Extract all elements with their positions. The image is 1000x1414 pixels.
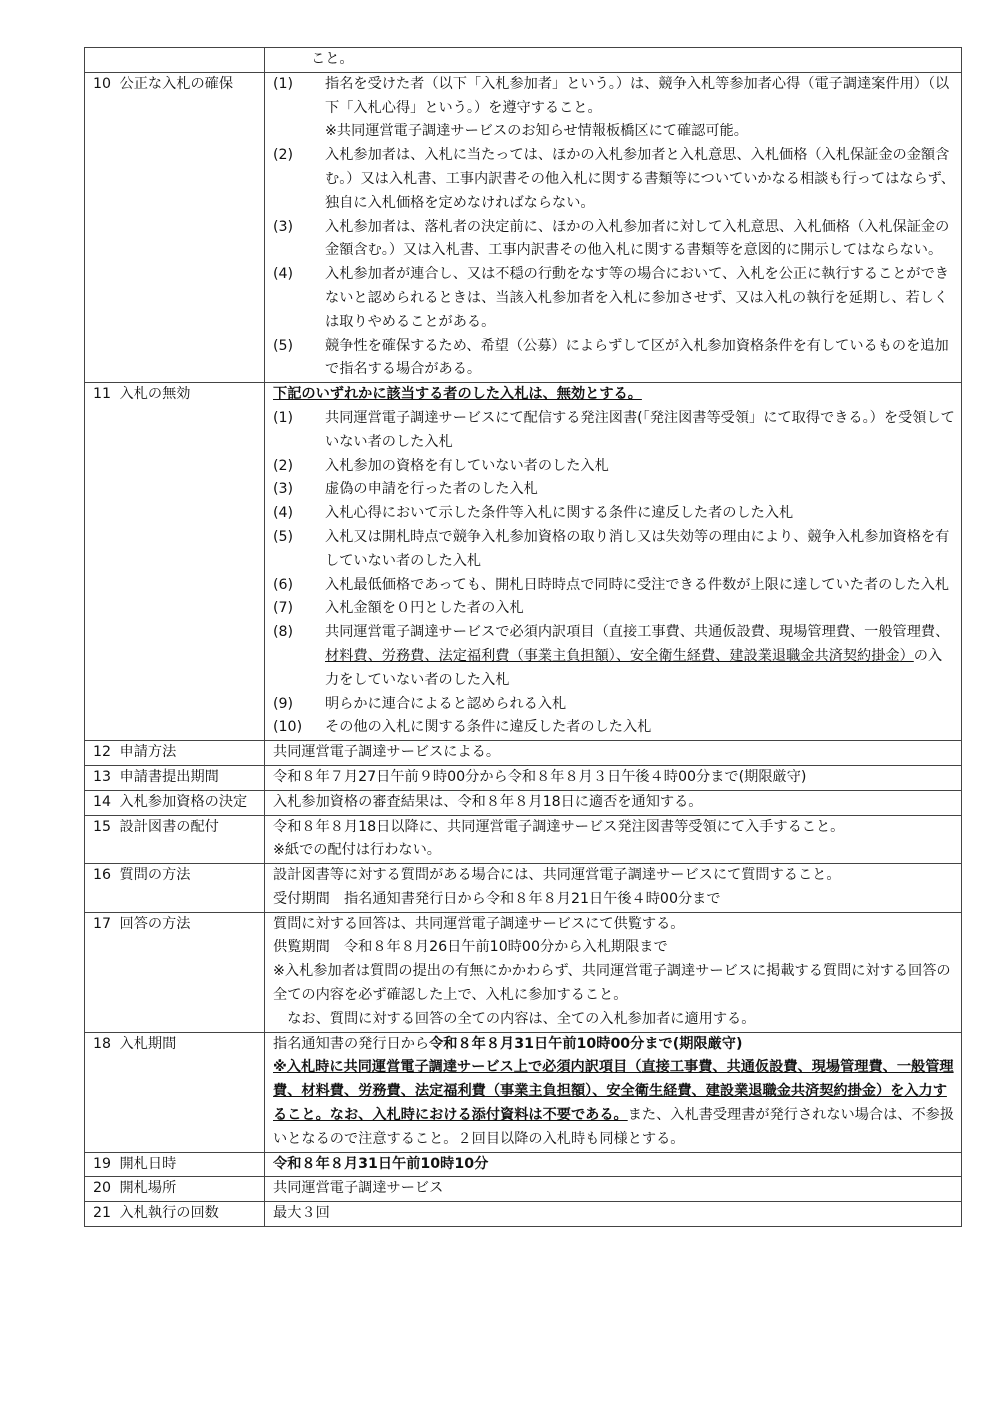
item-text: 入札心得において示した条件等入札に関する条件に違反した者のした入札 — [325, 505, 794, 522]
table-row — [85, 1177, 962, 1202]
item-mark: (2) — [273, 457, 294, 474]
row-content — [265, 815, 962, 864]
item-text: 入札参加者が連合し、又は不穏の行動をなす等の場合において、入札を公正に執行することができないと認められるときは、当該入札参加者を入札に参加させず、又は入札の執行を延期し、若しくは取りやめることがある。 — [325, 266, 949, 330]
table-row — [85, 1202, 962, 1227]
row-number: 13 — [93, 768, 112, 785]
table-row — [85, 864, 962, 913]
deadline-text: 令和８年８月31日午前10時00分まで(期限厳守) — [429, 1035, 743, 1052]
row-number: 15 — [93, 818, 112, 835]
row-title: 入札執行の回数 — [119, 1205, 219, 1222]
row-title: 開札場所 — [119, 1180, 177, 1197]
table-row — [85, 383, 962, 741]
list-item — [273, 526, 955, 574]
row-label — [85, 765, 265, 790]
item-text: 入札参加者は、入札に当たっては、ほかの入札参加者と入札意思、入札価格（入札保証金の金額含む。）又は入札書、工事内訳書その他入札に関する書類等についていかなる相談も行ってはならず、独自に入札価格を定めなければならない。 — [325, 147, 955, 211]
table-row — [85, 1032, 962, 1152]
row-line — [273, 1033, 955, 1057]
row-content — [265, 1032, 962, 1152]
row-line: ※紙での配付は行わない。 — [273, 842, 441, 859]
row-number: 12 — [93, 744, 112, 761]
list-item — [273, 621, 955, 692]
row-title: 公正な入札の確保 — [119, 75, 234, 92]
row-title: 入札期間 — [119, 1035, 177, 1052]
item-mark: (3) — [273, 481, 294, 498]
row-title: 申請方法 — [119, 744, 177, 761]
opening-datetime: 令和８年８月31日午前10時10分 — [273, 1155, 489, 1172]
row-label — [85, 1152, 265, 1177]
row-content — [265, 48, 962, 73]
item-mark: (5) — [273, 528, 294, 545]
list-item — [273, 335, 955, 383]
item-text: その他の入札に関する条件に違反した者のした入札 — [325, 719, 652, 736]
row-line: 供覧期間 令和８年８月26日午前10時00分から入札期限まで — [273, 939, 668, 956]
item-text: 入札又は開札時点で競争入札参加資格の取り消し又は失効等の理由により、競争入札参加資格を有していない者のした入札 — [325, 528, 950, 569]
section-heading: 下記のいずれかに該当する者のした入札は、無効とする。 — [273, 386, 642, 403]
row-line: 質問に対する回答は、共同運営電子調達サービスにて供覧する。 — [273, 915, 685, 932]
row-line: 入札参加資格の審査結果は、令和８年８月18日に適否を通知する。 — [273, 793, 703, 810]
row-content — [265, 1202, 962, 1227]
item-mark: (4) — [273, 505, 294, 522]
table-row — [85, 815, 962, 864]
row-number: 18 — [93, 1035, 112, 1052]
row-line: ※入札参加者は質問の提出の有無にかかわらず、共同運営電子調達サービスに掲載する質問に対する回答の全ての内容を必ず確認した上で、入札に参加すること。 — [273, 963, 951, 1004]
row-number: 21 — [93, 1205, 112, 1222]
item-mark: (4) — [273, 266, 294, 283]
item-text: 競争性を確保するため、希望（公募）によらずして区が入札参加資格条件を有しているものを追加で指名する場合がある。 — [325, 337, 949, 378]
row-label — [85, 72, 265, 382]
list-item — [273, 455, 955, 479]
list-item — [273, 478, 955, 502]
row-line: 最大３回 — [273, 1205, 330, 1222]
item-text-underlined: 材料費、労務費、法定福利費（事業主負担額）、安全衛生経費、建設業退職金共済契約掛金） — [325, 647, 914, 664]
item-note: ※共同運営電子調達サービスのお知らせ情報板橋区にて確認可能。 — [325, 123, 748, 140]
list-item — [273, 597, 955, 621]
table-row — [85, 72, 962, 382]
row-line: 共同運営電子調達サービス — [273, 1180, 444, 1197]
item-text: 共同運営電子調達サービスにて配信する発注図書(「発注図書等受領」にて取得できる。）を受領していない者のした入札 — [325, 409, 955, 450]
item-mark: (5) — [273, 337, 294, 354]
item-mark: (8) — [273, 624, 294, 641]
table-row — [85, 741, 962, 766]
list-item — [273, 716, 955, 740]
row-line: 令和８年７月27日午前９時00分から令和８年８月３日午後４時00分まで(期限厳守) — [273, 768, 807, 785]
list-item — [273, 263, 955, 334]
row-line — [273, 1056, 955, 1151]
row-content — [265, 864, 962, 913]
table-row — [85, 790, 962, 815]
row-text: また、入札書受理書が発行されない場合は、不参扱いとなるので注意すること。２回目以降の入札時も同様とする。 — [273, 1107, 955, 1147]
item-text-part: 共同運営電子調達サービスで必須内訳項目（直接工事費、共通仮設費、現場管理費、一般管理費、 — [325, 624, 950, 641]
item-mark: (1) — [273, 409, 294, 426]
list-item — [273, 216, 955, 264]
row-title: 入札の無効 — [119, 386, 191, 403]
item-text: 入札参加の資格を有していない者のした入札 — [325, 457, 609, 474]
table-row — [85, 1152, 962, 1177]
row-line: 共同運営電子調達サービスによる。 — [273, 744, 501, 761]
row-content — [265, 72, 962, 382]
row-title: 申請書提出期間 — [119, 768, 219, 785]
row-title: 回答の方法 — [119, 915, 191, 932]
item-mark: (1) — [273, 75, 294, 92]
row-content — [265, 1177, 962, 1202]
item-text: 入札参加者は、落札者の決定前に、ほかの入札参加者に対して入札意思、入札価格（入札保証金の金額含む。）又は入札書、工事内訳書その他入札に関する書類等を意図的に開示してはならない。 — [325, 218, 950, 259]
item-text: 入札最低価格であっても、開札日時時点で同時に受注できる件数が上限に達していた者のした入札 — [325, 576, 950, 593]
row-number: 20 — [93, 1180, 112, 1197]
row-label — [85, 741, 265, 766]
item-text-part: の入力をしていない者のした入札 — [325, 647, 943, 688]
row-label — [85, 790, 265, 815]
row-content — [265, 741, 962, 766]
item-mark: (6) — [273, 576, 294, 593]
row-title: 開札日時 — [119, 1155, 177, 1172]
row-content — [265, 1152, 962, 1177]
row-line: 受付期間 指名通知書発行日から令和８年８月21日午後４時00分まで — [273, 890, 721, 907]
list-item — [273, 502, 955, 526]
row-number: 16 — [93, 867, 112, 884]
row-label — [85, 1032, 265, 1152]
list-item — [273, 73, 955, 121]
item-mark: (10) — [273, 719, 303, 736]
row-label — [85, 864, 265, 913]
row-number: 11 — [93, 386, 112, 403]
list-item — [273, 144, 955, 215]
important-note: ※入札時に共同運営電子調達サービス上で必須内訳項目（直接工事費、共通仮設費、現場管理費、一般管理費、材料費、労務費、法定福利費（事業主負担額）、安全衛生経費、建設業退職金共済契約掛金）を入力すること。なお、入札時における添付資料は不要である。 — [273, 1059, 954, 1124]
row-line: 令和８年８月18日以降に、共同運営電子調達サービス発注図書等受領にて入手すること。 — [273, 818, 845, 835]
row-number: 14 — [93, 793, 112, 810]
list-item — [273, 574, 955, 598]
row-label — [85, 815, 265, 864]
row-label — [85, 383, 265, 741]
list-item — [273, 693, 955, 717]
item-mark: (3) — [273, 218, 294, 235]
row-title: 設計図書の配付 — [119, 818, 219, 835]
conditions-table — [84, 47, 962, 1227]
item-mark: (7) — [273, 600, 294, 617]
item-text — [325, 621, 955, 692]
row-line: なお、質問に対する回答の全ての内容は、全ての入札参加者に適用する。 — [273, 1010, 756, 1027]
table-row — [85, 48, 962, 73]
row-content — [265, 383, 962, 741]
row-label — [85, 48, 265, 73]
table-row — [85, 912, 962, 1032]
item-text: 入札金額を０円とした者の入札 — [325, 600, 524, 617]
row-line: 設計図書等に対する質問がある場合には、共同運営電子調達サービスにて質問すること。 — [273, 867, 841, 884]
row-content — [265, 912, 962, 1032]
row-title: 入札参加資格の決定 — [119, 793, 248, 810]
continued-text: こと。 — [311, 51, 354, 67]
row-label — [85, 1177, 265, 1202]
row-content — [265, 765, 962, 790]
item-mark: (2) — [273, 147, 294, 164]
row-label — [85, 912, 265, 1032]
item-mark: (9) — [273, 695, 294, 712]
item-text: 虚偽の申請を行った者のした入札 — [325, 481, 538, 498]
item-text: 明らかに連合によると認められる入札 — [325, 695, 567, 712]
row-number: 10 — [93, 75, 112, 92]
row-text: 指名通知書の発行日から — [273, 1035, 430, 1052]
item-text: 指名を受けた者（以下「入札参加者」という。）は、競争入札等参加者心得（電子調達案件用）（以下「入札心得」という。）を遵守すること。 — [325, 75, 950, 116]
row-title: 質問の方法 — [119, 867, 191, 884]
row-number: 19 — [93, 1155, 112, 1172]
table-row — [85, 765, 962, 790]
row-number: 17 — [93, 915, 112, 932]
row-label — [85, 1202, 265, 1227]
row-content — [265, 790, 962, 815]
list-item — [273, 407, 955, 455]
